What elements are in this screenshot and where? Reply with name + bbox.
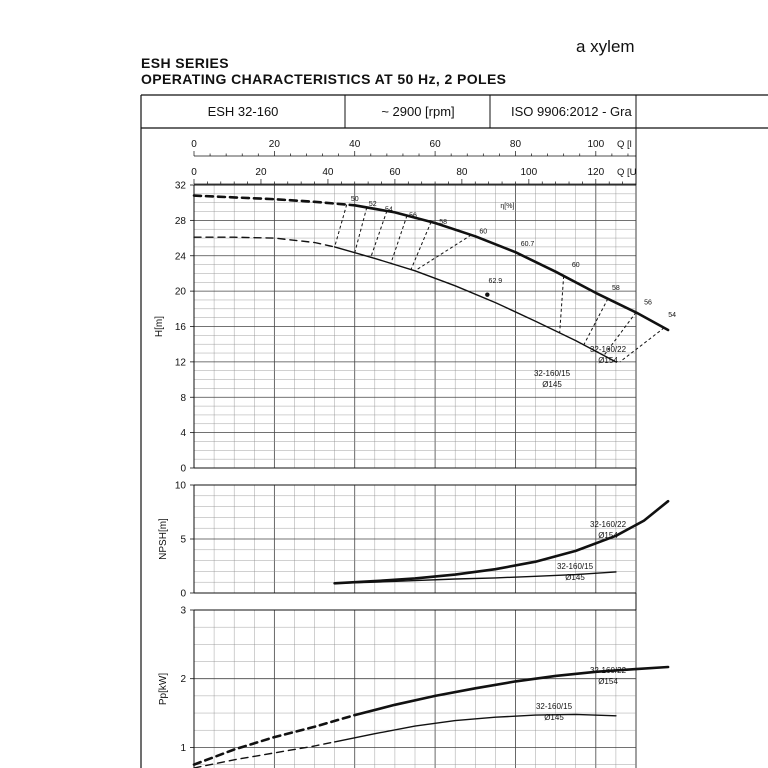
y-tick-label: 1: [180, 742, 186, 754]
flow-tick-label: 80: [456, 167, 468, 178]
curve-label: 32-160/15: [533, 369, 571, 378]
header-table: [141, 95, 768, 768]
efficiency-isoline: [355, 207, 367, 252]
flow-tick-label: 0: [191, 167, 197, 178]
y-axis-label: NPSH[m]: [158, 518, 169, 560]
bep-marker: [485, 292, 489, 296]
efficiency-label: 54: [384, 206, 393, 214]
flow-tick-label: 80: [509, 139, 522, 150]
power-chart: [158, 606, 668, 768]
standard-label: ISO 9906:2012 - Gra: [511, 104, 632, 119]
efficiency-isoline: [335, 205, 347, 247]
curve-label: 32-160/22: [589, 345, 627, 354]
flow-axis-top: [191, 139, 636, 156]
curve-diameter-label: Ø154: [598, 677, 618, 686]
flow-axis-label: Q [l: [617, 139, 632, 150]
series-title: ESH SERIES: [141, 55, 230, 71]
flow-tick-label: 20: [255, 167, 267, 178]
flow-tick-label: 40: [322, 167, 334, 178]
brand-logo: a xylem: [576, 37, 635, 56]
y-tick-label: 8: [180, 392, 186, 404]
flow-tick-label: 40: [349, 139, 361, 150]
efficiency-label: 60: [571, 262, 580, 270]
y-tick-label: 0: [180, 463, 186, 475]
model-name: ESH 32-160: [207, 104, 279, 119]
y-axis-label: H[m]: [154, 315, 165, 338]
curve-label: 32-160/15: [556, 562, 594, 571]
flow-axis-bottom: [191, 167, 636, 184]
efficiency-label: 60.7: [520, 241, 535, 249]
y-tick-label: 5: [180, 534, 186, 546]
flow-axis-label: Q [U: [617, 167, 637, 178]
efficiency-label: 52: [368, 201, 377, 209]
efficiency-label: 54: [668, 311, 677, 319]
y-tick-label: 3: [180, 605, 186, 617]
flow-tick-label: 120: [587, 167, 605, 178]
efficiency-label: 60: [479, 228, 488, 236]
efficiency-label: 58: [439, 218, 448, 226]
efficiency-unit-label: η[%]: [500, 202, 515, 210]
y-tick-label: 28: [174, 215, 186, 227]
y-tick-label: 20: [174, 286, 186, 298]
flow-tick-label: 100: [520, 167, 538, 178]
head-chart: [154, 181, 676, 475]
y-tick-label: 16: [174, 322, 186, 333]
head-curve: [355, 202, 668, 330]
curve-diameter-label: Ø145: [565, 573, 585, 582]
y-tick-label: 24: [174, 251, 186, 263]
speed-label: ~ 2900 [rpm]: [381, 104, 455, 119]
y-tick-label: 2: [180, 674, 186, 686]
flow-tick-label: 0: [191, 139, 197, 150]
y-axis-label: Pp[kW]: [158, 672, 169, 706]
y-tick-label: 4: [180, 428, 186, 440]
efficiency-isoline: [391, 216, 407, 264]
npsh-curve: [335, 501, 668, 583]
npsh-chart: [158, 481, 668, 600]
curve-diameter-label: Ø154: [598, 531, 618, 540]
flow-tick-label: 100: [587, 139, 605, 150]
curve-diameter-label: Ø145: [542, 380, 562, 389]
page-subtitle: OPERATING CHARACTERISTICS AT 50 Hz, 2 POLES: [141, 71, 507, 87]
grid: [194, 610, 636, 768]
y-tick-label: 10: [174, 480, 186, 492]
efficiency-isoline: [560, 276, 564, 333]
efficiency-label: 62.9: [488, 278, 503, 286]
head-curve-dashed: [194, 237, 335, 247]
efficiency-isoline: [371, 211, 387, 257]
y-tick-label: 0: [180, 588, 186, 600]
curve-label: 32-160/15: [535, 702, 573, 711]
curve-label: 32-160/22: [589, 666, 627, 675]
efficiency-isoline: [415, 235, 471, 271]
efficiency-isoline: [620, 328, 664, 362]
y-tick-label: 12: [174, 357, 186, 369]
flow-tick-label: 60: [389, 167, 401, 178]
efficiency-label: 58: [612, 285, 620, 293]
flow-tick-label: 20: [268, 139, 280, 150]
curve-label: 32-160/22: [589, 520, 627, 529]
flow-tick-label: 60: [429, 139, 441, 150]
power-curve-dashed: [194, 742, 335, 768]
curve-diameter-label: Ø154: [598, 356, 618, 365]
curve-diameter-label: Ø145: [544, 713, 564, 722]
y-tick-label: 32: [174, 180, 186, 192]
efficiency-label: 56: [409, 212, 417, 220]
efficiency-label: 56: [644, 299, 652, 307]
grid: [194, 185, 636, 468]
efficiency-label: 50: [350, 195, 359, 203]
